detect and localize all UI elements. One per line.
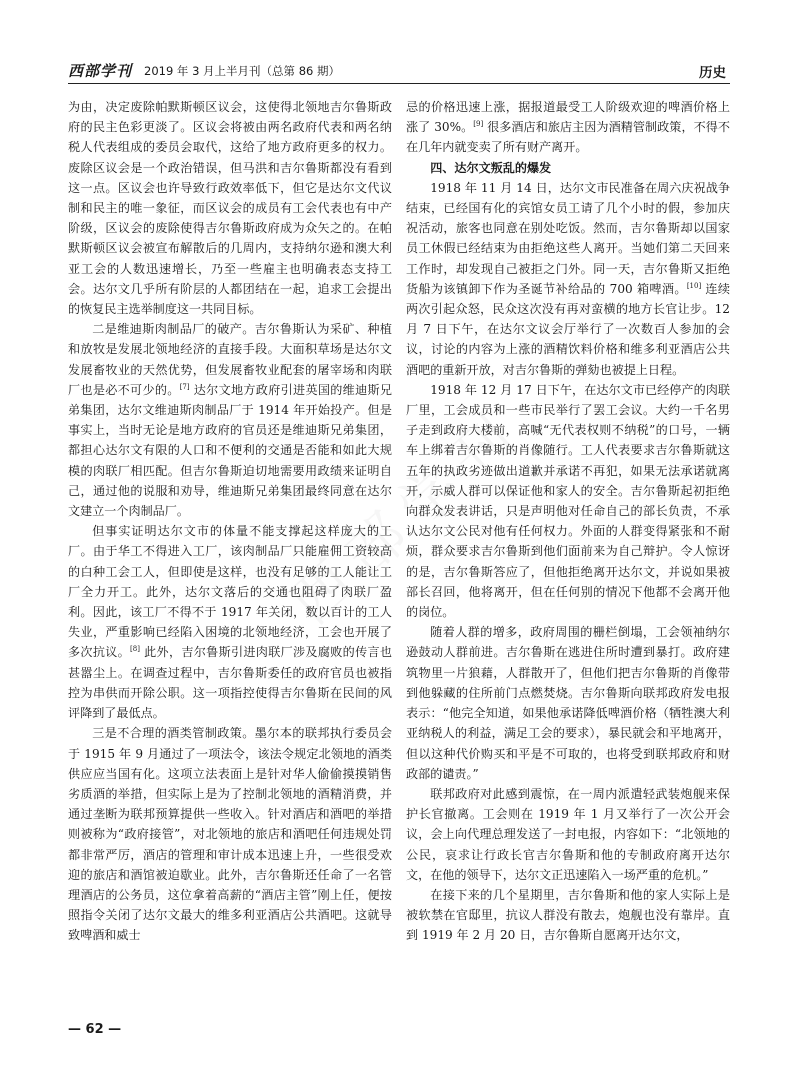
body-paragraph [68,521,392,723]
paragraph-text: 二是维迪斯肉制品厂的破产。吉尔鲁斯认为采矿、种植和放牧是发展北领地经济的直接手段。大面积草场是达尔文发展畜牧业的天然优势，但发展畜牧业配套的屠宰场和肉联厂也是必不可少的。 [68,322,392,397]
header-rule [68,83,730,84]
section-heading [406,158,730,178]
journal-logo: 西部学刊 [68,62,133,80]
page-number: — 62 — [68,1022,122,1037]
section-label: 历史 [699,65,726,81]
paragraph-text: 连续两次引起众怒，民众这次没有再对蛮横的地方长官让步。12 月 7 日下午，在达尔文议会厅举行了一次数百人参加的会议，讨论的内容为上涨的酒精饮料价格和维多利亚酒店公共酒吧的重新开放，对吉尔鲁斯的弹劾也被提上日程。 [406,281,730,377]
paragraph-text: 很多酒店和旅店主因为酒精管制政策，不得不在几年内就变卖了所有财产离开。 [406,120,730,155]
paragraph-text: 在接下来的几个星期里，吉尔鲁斯和他的家人实际上是被软禁在官邸里，抗议人群没有散去，炮舰也没有靠岸。直到 1919 年 2 月 20 日，吉尔鲁斯自愿离开达尔文， [406,887,730,943]
left-column [68,97,392,946]
body-paragraph [406,97,730,158]
body-paragraph [406,784,730,885]
paragraph-text: 四、达尔文叛乱的爆发 [430,160,552,175]
paragraph-text: 随着人群的增多，政府周围的栅栏倒塌，工会领袖纳尔逊鼓动人群前进。吉尔鲁斯在逃进住所时遭到暴打。政府建筑物里一片狼藉，人群散开了，但他们把吉尔鲁斯的肖像带到他躲藏的住所前门点燃焚烧。吉尔鲁斯向联邦政府发电报表示：“他完全知道，如果他承诺降低啤酒价格（牺牲澳大利亚纳税人的利益，满足工会的要求），暴民就会和平地离开，但以这种代价购买和平是不可取的，也将受到联邦政府和财政部的谴责。” [406,625,730,781]
right-column [406,97,730,946]
body-paragraph [68,97,392,319]
paragraph-text: 此外，吉尔鲁斯引进肉联厂涉及腐败的传言也甚嚣尘上。在调查过程中，吉尔鲁斯委任的政府官员也被指控为串供而开除公职。这一项指控使得吉尔鲁斯在民间的风评降到了最低点。 [68,645,392,721]
body-paragraph [406,885,730,946]
paragraph-text: 联邦政府对此感到震惊，在一周内派遣轻武装炮舰来保护长官撤离。工会则在 1919 年 1 月又举行了一次公开会议，会上向代理总理发送了一封电报，内容如下：“北领地的公民，哀求让行政长官吉尔鲁斯和他的专制政府离开达尔文，在他的领导下，达尔文正迅速陷入一场严重的危机。” [406,786,730,882]
paragraph-text: 1918 年 11 月 14 日，达尔文市民准备在周六庆祝战争结束，已经国有化的宾馆女员工请了几个小时的假，参加庆祝活动，旅客也同意在别处吃饭。然而，吉尔鲁斯却以国家员工休假已经结束为由拒绝这些人离开。当她们第二天回来工作时，却发现自己被拒之门外。同一天，吉尔鲁斯又拒绝货船为该镇卸下作为圣诞节补给品的 700 箱啤酒。 [406,180,730,296]
body-paragraph [406,622,730,784]
body-paragraph [68,723,392,945]
paragraph-text: 达尔文地方政府引进英国的维迪斯兄弟集团，达尔文维迪斯肉制品厂于 1914 年开始投产。但是事实上，当时无论是地方政府的官员还是维迪斯兄弟集团，都担心达尔文有限的人口和不便利的交通是否能和如此大规模的肉联厂相匹配。但吉尔鲁斯迫切地需要用政绩来证明自己，通过他的说服和劝导，维迪斯兄弟集团最终同意在达尔文建立一个肉制品厂。 [68,382,392,519]
citation-marker: [9] [473,120,484,129]
paragraph-text: 为由，决定废除帕默斯顿区议会，这使得北领地吉尔鲁斯政府的民主色彩更淡了。区议会将被由两名政府代表和两名纳税人代表组成的委员会取代，这给了地方政府更多的权力。废除区议会是一个政治错误，但马洪和吉尔鲁斯都没有看到这一点。区议会也许导致行政效率低下，但它是达尔文代议制和民主的唯一象征，而区议会的成员有工会代表也有中产阶级，区议会的废除使得吉尔鲁斯政府成为众矢之的。在帕默斯顿区议会被宣布解散后的几周内，支持纳尔逊和澳大利亚工会的人数迅速增长，乃至一些雇主也明确表态支持工会。达尔文几乎所有阶层的人都团结在一起，追求工会提出的恢复民主选举制度这一共同目标。 [68,100,392,317]
issue-info: 2019 年 3 月上半月刊（总第 86 期） [144,64,340,78]
paragraph-text: 但事实证明达尔文市的体量不能支撑起这样庞大的工厂。由于华工不得进入工厂，该肉制品厂只能雇佣工资较高的白种工会工人，但即使是这样，也没有足够的工人能让工厂全力开工。此外，达尔文落后的交通也阻碍了肉联厂盈利。因此，该工厂不得不于 1917 年关闭，数以百计的工人失业，严重影响已经陷入困境的北领地经济，工会也开展了多次抗议。 [68,524,392,660]
paragraph-text: 1918 年 12 月 17 日下午，在达尔文市已经停产的肉联厂里，工会成员和一些市民举行了罢工会议。大约一千名男子走到政府大楼前，高喊“无代表权则不纳税”的口号，一辆车上绑着吉尔鲁斯的肖像随行。工人代表要求吉尔鲁斯就这五年的执政劣迹做出道歉并承诺不再犯，如果无法承诺就离开，示威人群可以保证他和家人的安全。吉尔鲁斯起初拒绝向群众发表讲话，只是声明他对任命自己的部长负责，不承认达尔文公民对他有任何权力。外面的人群变得紧张和不耐烦，群众要求吉尔鲁斯到他们面前来为自己辩护。令人惊讶的是，吉尔鲁斯答应了，但他拒绝离开达尔文，并说如果被部长召回，他将离开，但在任何别的情况下他都不会离开他的岗位。 [406,382,730,620]
citation-marker: [10] [686,281,702,290]
body-paragraph [406,380,730,622]
body-paragraph [68,319,392,521]
body-paragraph [406,178,730,380]
paragraph-text: 忌的价格迅速上涨，据报道最受工人阶级欢迎的啤酒价格上涨了 30%。 [406,100,730,135]
citation-marker: [7] [179,382,190,391]
page-header [68,58,730,84]
paragraph-text: 三是不合理的酒类管制政策。墨尔本的联邦执行委员会于 1915 年 9 月通过了一项法令，该法令规定北领地的酒类供应应当国有化。这项立法表面上是针对华人偷偷摸摸销售劣质酒的举措，但实际上是为了控制北领地的酒精消费，并通过垄断为联邦预算提供一些收入。针对酒店和酒吧的举措则被称为“政府接管”，对北领地的旅店和酒吧任何违规处罚都非常严厉，酒店的管理和审计成本迅速上升，一些很受欢迎的旅店和酒馆被迫歇业。此外，吉尔鲁斯还任命了一名管理酒店的公务员，这位拿着高薪的“酒店主管”刚上任，便按照指令关闭了达尔文最大的维多利亚酒店公共酒吧。这就导致啤酒和威士 [68,726,392,943]
citation-marker: [8] [130,645,140,654]
